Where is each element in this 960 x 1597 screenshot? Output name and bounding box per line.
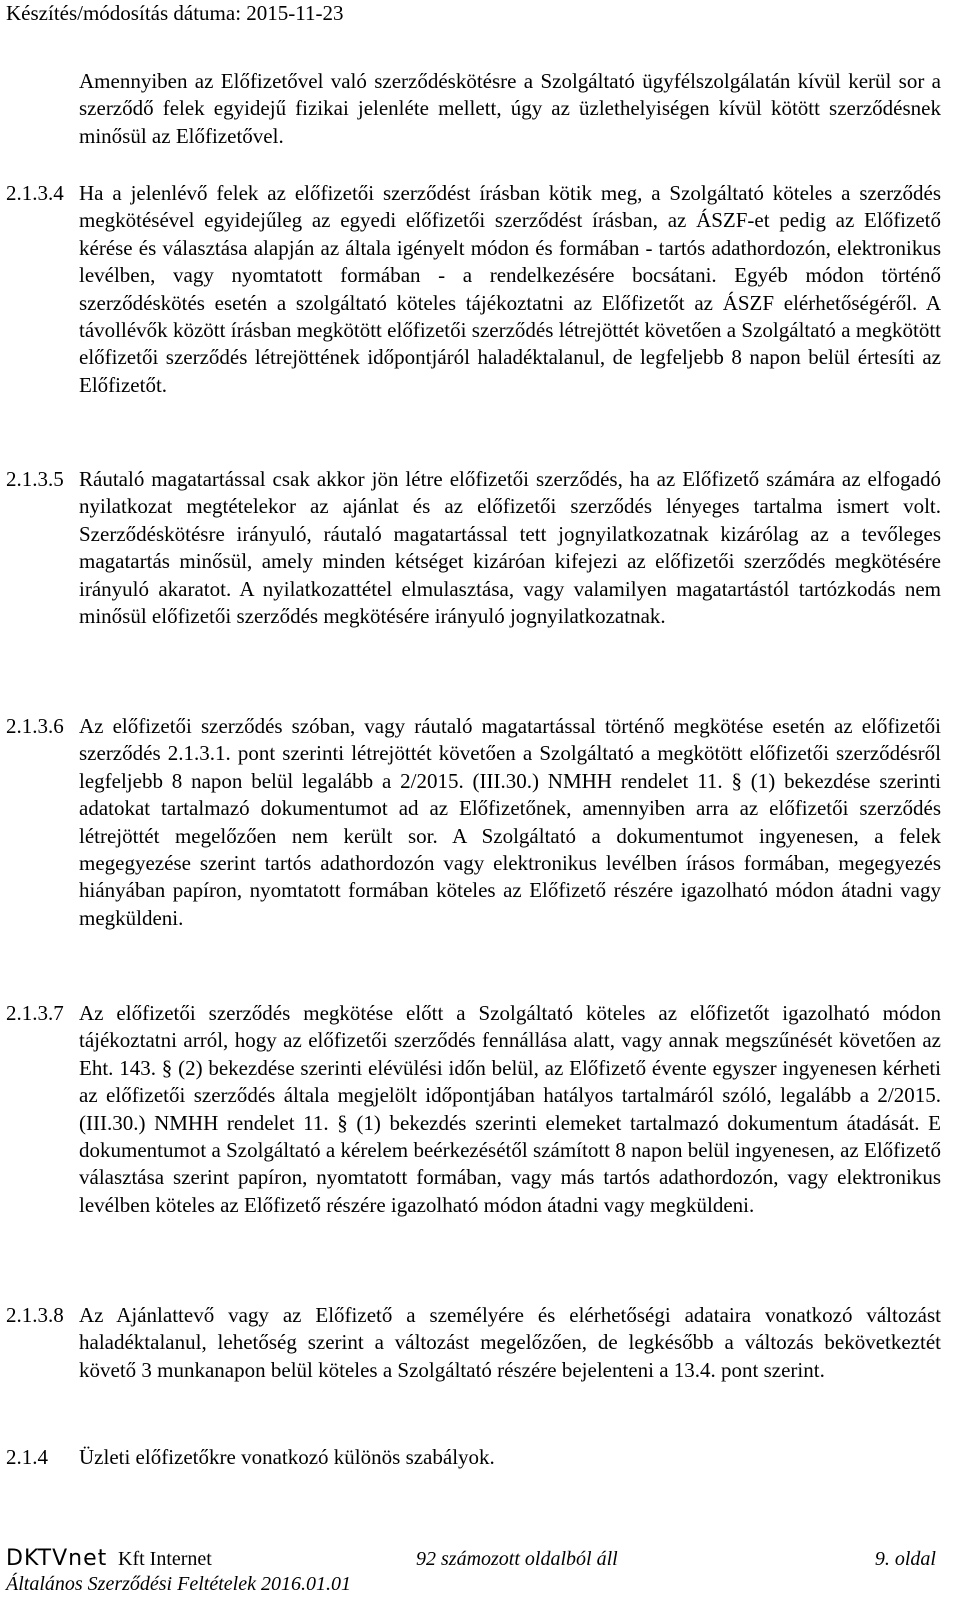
section-number-2136: 2.1.3.6	[6, 714, 64, 738]
intro-paragraph: Amennyiben az Előfizetővel való szerződéskötésre a Szolgáltató ügyfélszolgálatán kívül kerül sor a szerződő felek egyidejű fizikai jelenléte mellett, úgy az üzlethelyiségen kívül kötött szerződésnek minősül az Előfizetővel.	[79, 69, 941, 148]
section-214-text: Üzleti előfizetőkre vonatkozó különös szabályok.	[79, 1445, 495, 1469]
header-date: Készítés/módosítás dátuma: 2015-11-23	[6, 1, 344, 25]
section-number-2137: 2.1.3.7	[6, 1001, 64, 1025]
brand-logo: DKTVnet	[6, 1546, 108, 1571]
page-number: 9. oldal	[874, 1548, 936, 1570]
page-count-info: 92 számozott oldalból áll	[416, 1548, 618, 1570]
section-number-2135: 2.1.3.5	[6, 467, 64, 491]
section-2137-text	[79, 1000, 941, 1219]
brand-subtitle: Kft Internet	[118, 1548, 212, 1570]
section-2136-text	[79, 713, 941, 932]
section-2134-body: Ha a jelenlévő felek az előfizetői szerződést írásban kötik meg, a Szolgáltató köteles a szerződés megkötésével egyidejűleg az egyedi előfizetői szerződést írásban, az ÁSZF-et pedig az Előfizető kérése és választása alapján az általa igényelt módon és formában - tartós adathordozón, elektronikus levélben, vagy nyomtatott formában - a rendelkezésére bocsátani. Egyéb módon történő szerződéskötés esetén a szolgáltató köteles tájékoztatni az Előfizetőt az ÁSZF elérhetőségéről. A távollévők között írásban megkötött előfizetői szerződés létrejöttét követően a Szolgáltató a megkötött előfizetői szerződés létrejöttének időpontjáról haladéktalanul, de legfeljebb 8 napon belül értesíti az Előfizetőt.	[79, 181, 941, 397]
footer-bar	[6, 1546, 936, 1572]
section-2135-text	[79, 466, 941, 630]
section-2138-body: Az Ajánlattevő vagy az Előfizető a személyére és elérhetőségi adataira vonatkozó változást haladéktalanul, lehetőség szerint a változást megelőzően, de legkésőbb a változás bekövetkeztét követő 3 munkanapon belül köteles a Szolgáltató részére bejelenteni a 13.4. pont szerint.	[79, 1303, 941, 1382]
section-number-214: 2.1.4	[6, 1445, 48, 1469]
section-2135-body: Ráutaló magatartással csak akkor jön létre előfizetői szerződés, ha az Előfizető számára az elfogadó nyilatkozat megtételekor az ajánlat és az előfizetői szerződés lényeges tartalma ismert volt. Szerződéskötésre irányuló, ráutaló magatartással tett jognyilatkozatnak kizárólag az a tevőleges magatartás minősül, amely minden kétséget kizáróan kifejezi az előfizetői szerződés megkötésére irányuló akaratot. A nyilatkozattétel elmulasztása, vagy valamilyen magatartástól tartózkodás nem minősül előfizetői szerződés megkötésére irányuló jognyilatkozatnak.	[79, 467, 941, 629]
document-title: Általános Szerződési Feltételek 2016.01.01	[6, 1573, 351, 1595]
section-number-2138: 2.1.3.8	[6, 1303, 64, 1327]
section-number-2134: 2.1.3.4	[6, 181, 64, 205]
section-2134-text	[79, 180, 941, 399]
section-2138-text	[79, 1302, 941, 1384]
section-2137-body: Az előfizetői szerződés megkötése előtt a Szolgáltató köteles az előfizetőt igazolható módon tájékoztatni arról, hogy az előfizetői szerződés fennállása alatt, vagy annak megszűnését követően az Eht. 143. § (2) bekezdése szerinti elévülési időn belül, az Előfizető évente egyszer ingyenesen kérheti az előfizetői szerződés általa megjelölt időpontjában hatályos tartalmáról szóló, legalább a 2/2015. (III.30.) NMHH rendelet 11. § (1) bekezdés szerinti elemeket tartalmazó dokumentum átadását. E dokumentumot a Szolgáltató a kérelem beérkezésétől számított 8 napon belül ingyenesen, az Előfizető választása szerint papíron, nyomtatott formában, vagy más tartós adathordozón, vagy elektronikus levélben köteles az Előfizető részére igazolható módon átadni vagy megküldeni.	[79, 1001, 941, 1217]
section-2136-body: Az előfizetői szerződés szóban, vagy ráutaló magatartással történő megkötése esetén az előfizetői szerződés 2.1.3.1. pont szerinti létrejöttét követően a Szolgáltató a megkötött előfizetői szerződésről legfeljebb 8 napon belül legalább a 2/2015. (III.30.) NMHH rendelet 11. § (1) bekezdése szerinti adatokat tartalmazó dokumentumot ad az Előfizetőnek, amennyiben arra az előfizetői szerződés létrejöttét megelőzően nem került sor. A Szolgáltató a dokumentumot ingyenesen, a felek megegyezése szerint tartós adathordozón vagy elektronikus levélben írásos formában, megegyezés hiányában papíron, nyomtatott formában köteles az Előfizető részére igazolható módon átadni vagy megküldeni.	[79, 714, 941, 930]
